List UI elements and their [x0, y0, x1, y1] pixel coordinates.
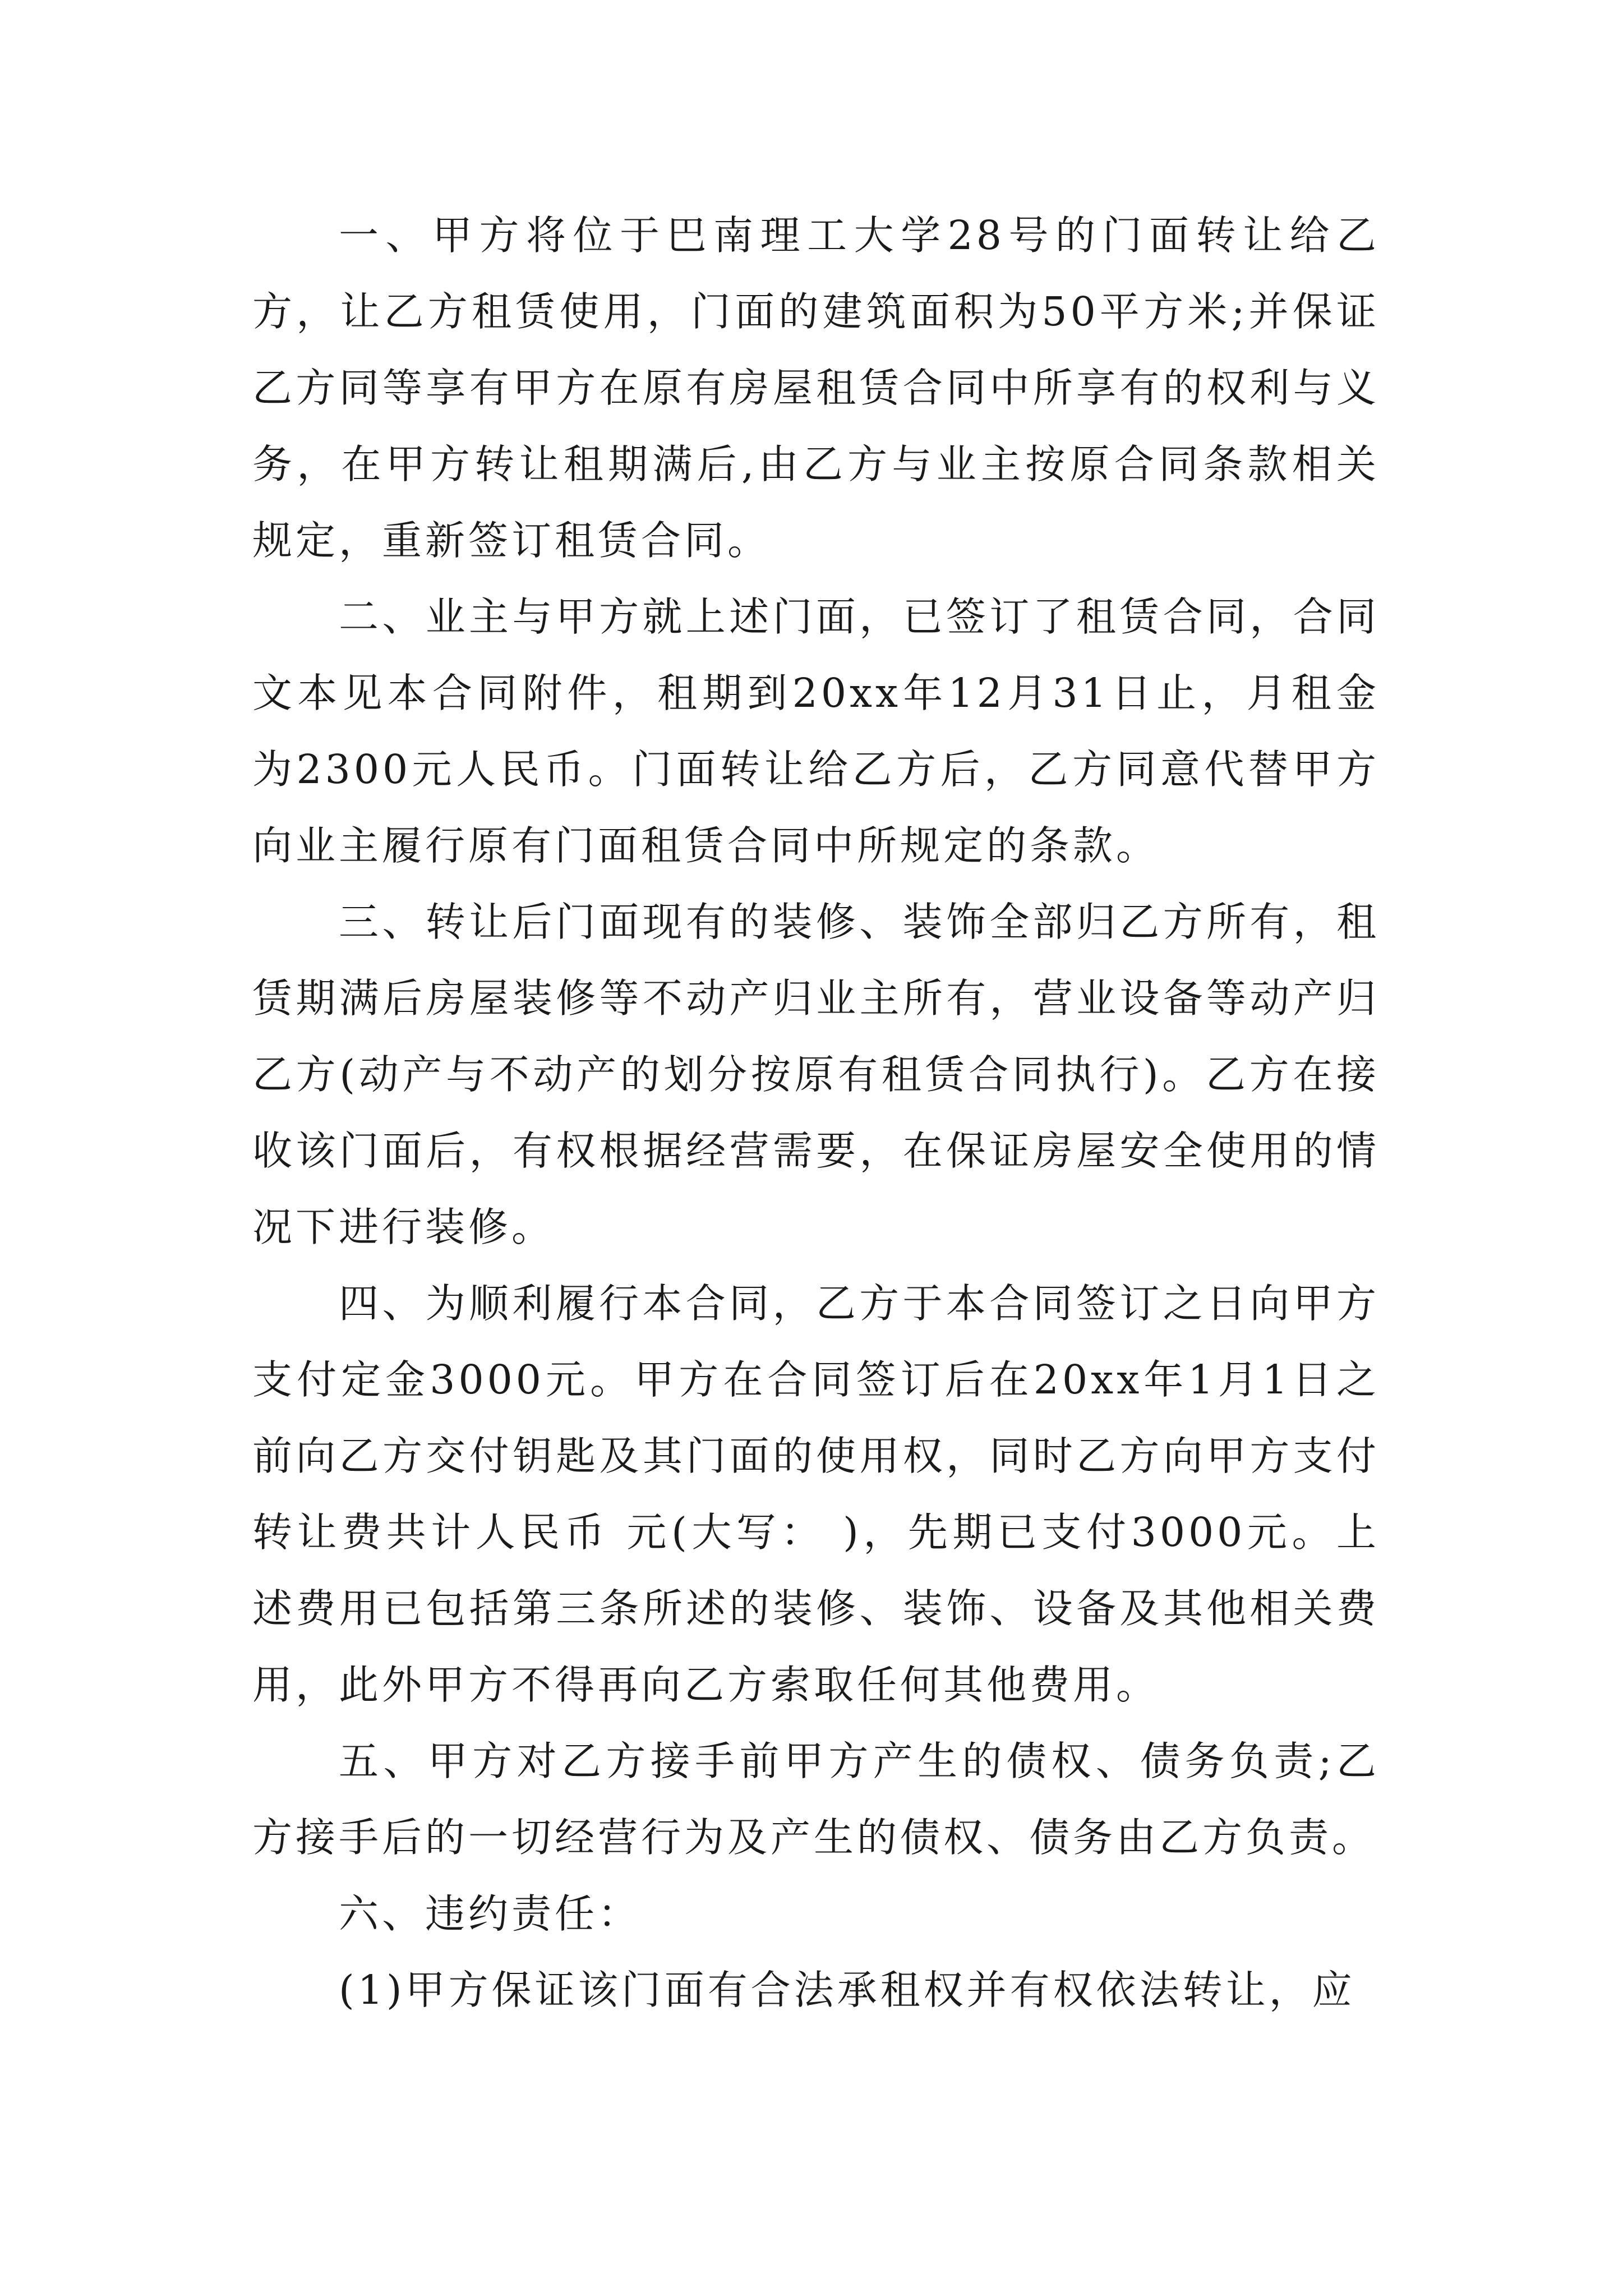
contract-body [252, 197, 1380, 2028]
clause-3-paragraph: 三、转让后门面现有的装修、装饰全部归乙方所有，租赁期满后房屋装修等不动产归业主所有，营业设备等动产归乙方(动产与不动产的划分按原有租赁合同执行)。乙方在接收该门面后，有权根据经营需要，在保证房屋安全使用的情况下进行装修。 [252, 899, 1380, 1250]
clause-4-paragraph: 四、为顺利履行本合同，乙方于本合同签订之日向甲方支付定金3000元。甲方在合同签订后在20xx年1月1日之前向乙方交付钥匙及其门面的使用权，同时乙方向甲方支付转让费共计人民币 元(大写： )，先期已支付3000元。上述费用已包括第三条所述的装修、装饰、设备及其他相关费用，此外甲方不得再向乙方索取任何其他费用。 [252, 1280, 1380, 1708]
clause-1-paragraph: 一、甲方将位于巴南理工大学28号的门面转让给乙方，让乙方租赁使用，门面的建筑面积为50平方米;并保证乙方同等享有甲方在原有房屋租赁合同中所享有的权利与义务，在甲方转让租期满后,由乙方与业主按原合同条款相关规定，重新签订租赁合同。 [252, 212, 1380, 564]
clause-5-paragraph: 五、甲方对乙方接手前甲方产生的债权、债务负责;乙方接手后的一切经营行为及产生的债权、债务由乙方负责。 [252, 1738, 1380, 1861]
clause-6-heading: 六、违约责任： [339, 1890, 642, 1937]
clause-2-paragraph: 二、业主与甲方就上述门面，已签订了租赁合同，合同文本见本合同附件，租期到20xx年12月31日止，月租金为2300元人民币。门面转让给乙方后，乙方同意代替甲方向业主履行原有门面租赁合同中所规定的条款。 [252, 593, 1380, 869]
clause-6-item-1: (1)甲方保证该门面有合法承租权并有权依法转让，应 [339, 1967, 1355, 2013]
